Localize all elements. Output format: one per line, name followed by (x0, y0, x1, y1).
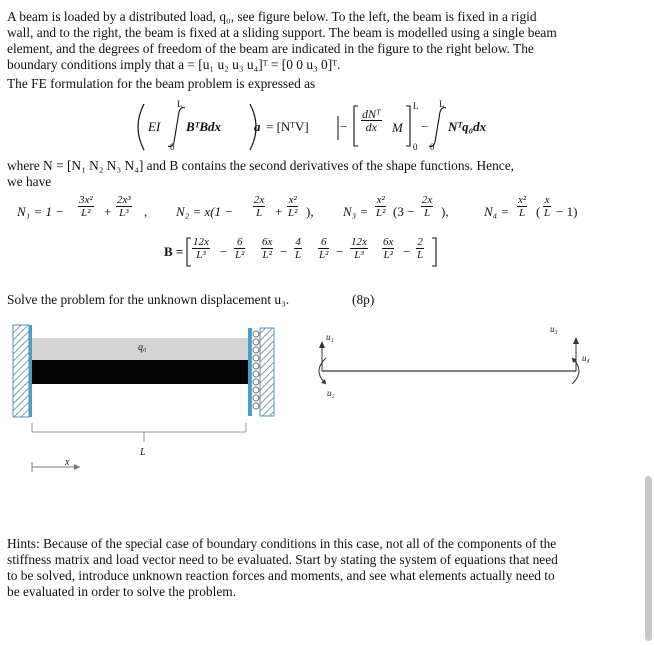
n3-term-a: $\frac{\text{x²}}{\text{L²}}$ (376, 194, 386, 219)
b-entry-7: $\frac{6x}{\text{L²}}$ (383, 236, 394, 261)
bracket-lower-limit: 0 (413, 142, 418, 152)
length-dimension (32, 423, 246, 442)
n3-close: ), (441, 204, 449, 219)
n4-term-b: $\frac{x}{L}$ (544, 194, 551, 219)
task-text: Solve the problem for the unknown displacement u₃. (7, 292, 290, 307)
n2-plus: + (275, 204, 283, 219)
x-label: x (65, 457, 70, 468)
intro-line-2: wall, and to the right, the beam is fixed at a sliding support. The beam is modelled using a single beam (7, 25, 557, 40)
intro-line-4: boundary conditions imply that a = [u₁ u₂ u₃ u₄]ᵀ = [0 0 u₃ 0]ᵀ. (7, 57, 341, 72)
integral2-upper-limit: L (439, 99, 445, 109)
n1-term-b: $\frac{\text{2x³}}{\text{L³}}$ (117, 194, 131, 219)
n4-label: N₄ = (484, 204, 510, 219)
u4-label: u₄ (582, 353, 590, 363)
n4-term-a: $\frac{\text{x²}}{L}$ (518, 194, 527, 219)
b-entry-3: $\frac{6x}{\text{L²}}$ (262, 236, 273, 261)
n2-close: ), (306, 204, 314, 219)
n2-term-a: $\frac{2x}{L}$ (254, 194, 265, 219)
load-label: q₀ (138, 342, 147, 353)
integral2-lower-limit: 0 (430, 142, 435, 152)
u1-label: u₁ (326, 332, 334, 342)
b-label: B = (164, 244, 184, 259)
ei-coefficient: EI (148, 119, 161, 134)
n1-label: N₁ = 1 − (17, 204, 64, 219)
intro-line-1: A beam is loaded by a distributed load, q₀, see figure below. To the left, the beam is fixed in a rigid (7, 9, 537, 24)
where-line-1: where N = [N₁ N₂ N₃ N₄] and B contains the second derivatives of the shape functions. Hence, (7, 158, 515, 173)
n2-term-b: $\frac{\text{x²}}{\text{L²}}$ (288, 194, 298, 219)
b-entry-1: $\frac{12x}{\text{L³}}$ (193, 236, 209, 261)
dn-dx-fraction: $\frac{\text{dNᵀ}}{dx}$ (362, 107, 381, 134)
integral-upper-limit: L (177, 99, 183, 109)
b-entry-5: $\frac{6}{\text{L²}}$ (319, 236, 329, 261)
btb-integrand: BᵀBdx (186, 119, 222, 134)
fe-equation (130, 98, 510, 156)
minus-sign-1: − (340, 119, 348, 134)
n1-plus: + (104, 204, 112, 219)
integral-lower-limit: 0 (170, 142, 175, 152)
moment-symbol: M (392, 120, 403, 135)
hints-line-2: stiffness matrix and load vector need to be evaluated. Start by stating the system of equations that need (7, 552, 558, 567)
b-entry-8: $\frac{2}{L}$ (417, 236, 424, 261)
n4-close: − 1) (556, 204, 578, 219)
where-line-2: we have (7, 174, 52, 189)
intro-line-5: The FE formulation for the beam problem is expressed as (7, 76, 316, 91)
beam-body (32, 360, 248, 384)
n4-mid: ( (536, 204, 541, 219)
vertical-scrollbar[interactable] (645, 476, 652, 641)
b-entry-6: $\frac{12x}{\text{L³}}$ (351, 236, 367, 261)
n3-term-b: $\frac{2x}{L}$ (422, 194, 433, 219)
b-entry-2: $\frac{6}{\text{L²}}$ (235, 236, 245, 261)
displacement-vector: a (254, 119, 261, 134)
n2-label: N₂ = x(1 − (176, 204, 234, 219)
fixed-wall-support (13, 325, 32, 417)
b-entry-4: $\frac{4}{L}$ (295, 236, 302, 261)
sliding-support (248, 328, 274, 416)
x-axis-arrow (32, 462, 80, 472)
n1-term-a: $\frac{\text{3x²}}{\text{L²}}$ (79, 194, 93, 219)
hints-line-1: Hints: Because of the special case of boundary conditions in this case, not all of the components of the (7, 536, 557, 551)
task-points: (8p) (352, 292, 375, 307)
n3-label: N₃ = (343, 204, 369, 219)
bracket-upper-limit: L (413, 101, 419, 111)
hints-line-3: to be solved, introduce unknown reaction forces and moments, and see what elements actually need to (7, 568, 555, 583)
shape-functions: N₁ = 1 − $\frac{\text{3x²}}{\text{L²}}$ + $\frac{\text{2x³}}{\text{L³}}$ , N₂ = x(1 − $\frac{2x}{L}$ + $\frac{\text{x²}}{\text{L²}}$ ), N₃ = $\frac{\text{x²}}{\text{L²}}$ (3 − $\frac{2x}{L}$ ), N₄ = $\frac{\text{x²}}{L}$ ( $\frac{x}{L}$ − 1) (17, 194, 578, 219)
minus-sign-2: − (421, 119, 429, 134)
load-integrand: Nᵀq₀dx (448, 119, 487, 134)
u3-label: u₃ (550, 324, 558, 334)
n3-mid: (3 − (393, 204, 415, 219)
length-label: L (140, 447, 146, 458)
u2-label: u₂ (327, 388, 335, 398)
hints-line-4: be evaluated in order to solve the problem. (7, 584, 237, 599)
b-matrix: B = $\frac{12x}{\text{L³}}$ − $\frac{6}{\text{L²}}$ $\frac{6x}{\text{L²}}$ − $\frac{4}{L}$ $\frac{6}{\text{L²}}$ − $\frac{12x}{\text{L³}}$ $\frac{6x}{\text{L²}}$ − $\frac{2}{L}$ (160, 234, 460, 270)
intro-line-3: element, and the degrees of freedom of the beam are indicated in the figure to the right below. The (7, 41, 534, 56)
boundary-term-shear: = [NᵀV] (266, 119, 309, 134)
